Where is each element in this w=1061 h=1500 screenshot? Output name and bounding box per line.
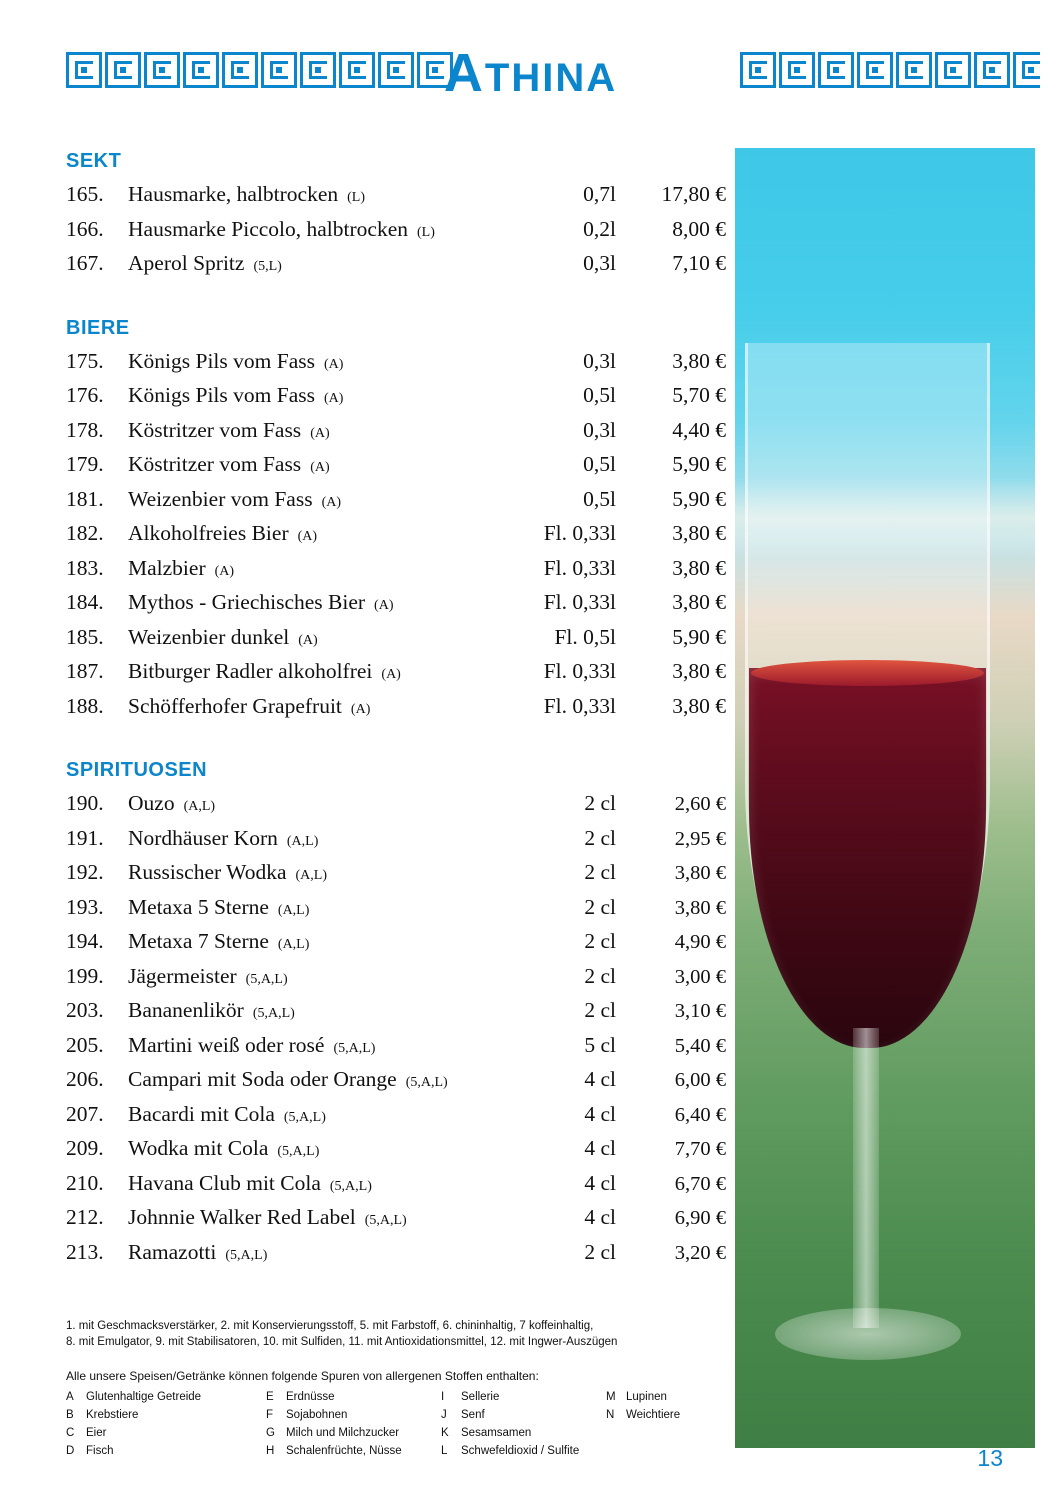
allergen-letter bbox=[606, 1425, 616, 1441]
menu-item-row bbox=[66, 380, 726, 415]
item-size: Fl. 0,33l bbox=[543, 521, 616, 545]
item-number: 210. bbox=[66, 1170, 104, 1195]
section-title: SEKT bbox=[66, 150, 122, 172]
item-price: 4,40 € bbox=[672, 417, 726, 442]
red-wine-liquid bbox=[749, 668, 986, 1048]
item-number: 193. bbox=[66, 894, 104, 919]
footnotes-block bbox=[66, 1318, 706, 1459]
item-name: Weizenbier vom Fass bbox=[128, 486, 313, 511]
meander-key-icon bbox=[896, 52, 932, 88]
allergen-label: Senf bbox=[461, 1409, 485, 1421]
item-name: Köstritzer vom Fass bbox=[128, 452, 302, 476]
item-name: Bacardi mit Cola bbox=[128, 1101, 275, 1126]
item-name-cell bbox=[128, 346, 496, 381]
item-name-cell bbox=[128, 926, 511, 961]
allergen-legend-entry bbox=[266, 1443, 441, 1459]
item-size: 4 cl bbox=[584, 1205, 616, 1229]
allergen-label: Lupinen bbox=[626, 1391, 667, 1403]
menu-item-row bbox=[66, 449, 726, 484]
allergen-legend-entry bbox=[66, 1425, 266, 1441]
menu-item-row bbox=[66, 823, 726, 858]
item-price: 5,90 € bbox=[672, 624, 726, 649]
item-number: 167. bbox=[66, 251, 104, 275]
item-allergen-codes: (A,L) bbox=[183, 799, 216, 814]
additives-line-1: 1. mit Geschmacksverstärker, 2. mit Konservierungsstoff, 5. mit Farbstoff, 6. chininhaltig, 7 koffeinhaltig, bbox=[66, 1320, 594, 1332]
item-price: 3,10 € bbox=[674, 1000, 726, 1022]
item-allergen-codes: (5,A,L) bbox=[225, 1247, 268, 1263]
allergen-legend-entry bbox=[441, 1425, 606, 1441]
allergen-letter: I bbox=[441, 1391, 445, 1403]
allergen-letter: K bbox=[441, 1427, 449, 1439]
menu-item-list bbox=[66, 346, 726, 726]
allergen-label: Weichtiere bbox=[626, 1409, 681, 1421]
item-allergen-codes: (A) bbox=[310, 460, 330, 475]
item-size: 2 cl bbox=[584, 998, 616, 1022]
item-number: 203. bbox=[66, 998, 104, 1022]
item-size: 0,3l bbox=[583, 251, 616, 275]
allergen-letter bbox=[606, 1443, 616, 1459]
allergen-label: Fisch bbox=[86, 1445, 114, 1457]
item-name: Schöfferhofer Grapefruit bbox=[128, 693, 342, 718]
allergen-letter: A bbox=[66, 1391, 74, 1403]
item-number: 184. bbox=[66, 590, 104, 614]
item-price: 7,70 € bbox=[674, 1138, 726, 1160]
allergen-intro-text: Alle unsere Speisen/Getränke können folgende Spuren von allergenen Stoffen enthalten: bbox=[66, 1369, 539, 1383]
item-name-cell bbox=[128, 857, 511, 892]
menu-item-row bbox=[66, 622, 726, 657]
item-number: 194. bbox=[66, 929, 104, 953]
page-number: 13 bbox=[977, 1445, 1003, 1471]
meander-key-icon bbox=[779, 52, 815, 88]
item-allergen-codes: (A,L) bbox=[277, 902, 310, 918]
item-allergen-codes: (L) bbox=[347, 190, 366, 205]
item-number: 188. bbox=[66, 693, 104, 718]
allergen-legend-entry bbox=[66, 1389, 266, 1405]
item-name: Malzbier bbox=[128, 555, 206, 580]
item-price: 3,80 € bbox=[672, 555, 726, 580]
item-number: 165. bbox=[66, 182, 104, 206]
item-size: 2 cl bbox=[584, 791, 616, 815]
item-price: 5,40 € bbox=[674, 1034, 726, 1057]
item-name: Hausmarke Piccolo, halbtrocken bbox=[128, 216, 409, 241]
item-name: Metaxa 7 Sterne bbox=[128, 929, 269, 953]
item-size: Fl. 0,33l bbox=[543, 659, 616, 683]
menu-item-row bbox=[66, 1202, 726, 1237]
item-name-cell bbox=[128, 691, 496, 726]
item-price: 2,60 € bbox=[674, 793, 726, 815]
allergen-label: Sojabohnen bbox=[286, 1409, 348, 1421]
allergen-label: Glutenhaltige Getreide bbox=[86, 1391, 202, 1403]
item-size: 2 cl bbox=[584, 894, 616, 919]
item-allergen-codes: (L) bbox=[417, 224, 435, 240]
allergen-label: Krebstiere bbox=[86, 1409, 139, 1421]
item-number: 187. bbox=[66, 659, 104, 683]
item-size: 0,3l bbox=[583, 417, 616, 442]
item-allergen-codes: (A,L) bbox=[286, 833, 319, 849]
section-title: SPIRITUOSEN bbox=[66, 759, 208, 781]
item-name-cell bbox=[128, 1202, 511, 1237]
item-price: 6,70 € bbox=[674, 1172, 726, 1195]
item-number: 175. bbox=[66, 348, 104, 373]
menu-item-list bbox=[66, 179, 726, 283]
allergen-legend-entry bbox=[606, 1425, 736, 1441]
menu-item-row bbox=[66, 1133, 726, 1168]
item-allergen-codes: (A) bbox=[321, 494, 341, 510]
item-allergen-codes: (A,L) bbox=[277, 937, 310, 952]
item-price: 5,90 € bbox=[672, 452, 726, 476]
item-name-cell bbox=[128, 518, 496, 553]
allergen-letter: E bbox=[266, 1391, 274, 1403]
item-name-cell bbox=[128, 587, 496, 622]
item-name: Ramazotti bbox=[128, 1239, 217, 1264]
item-name-cell bbox=[128, 995, 511, 1030]
item-name: Havana Club mit Cola bbox=[128, 1170, 321, 1195]
glass-stem bbox=[853, 1028, 879, 1328]
item-size: 0,2l bbox=[583, 216, 616, 241]
allergen-legend-entry bbox=[266, 1425, 441, 1441]
item-name-cell bbox=[128, 380, 496, 415]
wine-surface-highlight bbox=[751, 660, 984, 686]
glass-foot bbox=[775, 1308, 961, 1360]
item-name: Alkoholfreies Bier bbox=[128, 521, 289, 545]
item-number: 178. bbox=[66, 417, 104, 442]
allergen-letter: B bbox=[66, 1409, 74, 1421]
meander-key-icon bbox=[857, 52, 893, 88]
item-size: 0,5l bbox=[583, 452, 616, 476]
allergen-letter: N bbox=[606, 1409, 615, 1421]
item-allergen-codes: (5,A,L) bbox=[329, 1178, 372, 1194]
menu-content bbox=[66, 150, 726, 1271]
item-size: Fl. 0,33l bbox=[543, 555, 616, 580]
allergen-letter: L bbox=[441, 1445, 448, 1457]
item-name-cell bbox=[128, 656, 496, 691]
item-allergen-codes: (5,A,L) bbox=[333, 1040, 376, 1056]
item-size: 2 cl bbox=[584, 963, 616, 988]
menu-item-row bbox=[66, 214, 726, 249]
additives-line-2: 8. mit Emulgator, 9. mit Stabilisatoren, 10. mit Sulfiden, 11. mit Antioxidationsmittel, 12. mit Ingwer-Auszügen bbox=[66, 1336, 618, 1348]
item-name: Bananenlikör bbox=[128, 998, 244, 1022]
item-price: 8,00 € bbox=[672, 216, 726, 241]
item-size: 4 cl bbox=[584, 1170, 616, 1195]
wine-glass-photo bbox=[735, 148, 1035, 1448]
item-allergen-codes: (A) bbox=[297, 529, 318, 544]
allergen-letter: C bbox=[66, 1427, 75, 1439]
item-size: 5 cl bbox=[584, 1032, 616, 1057]
item-name: Wodka mit Cola bbox=[128, 1136, 269, 1160]
item-size: Fl. 0,5l bbox=[554, 624, 616, 649]
item-allergen-codes: (A) bbox=[298, 632, 318, 648]
menu-item-row bbox=[66, 415, 726, 450]
item-name: Martini weiß oder rosé bbox=[128, 1032, 325, 1057]
menu-item-row bbox=[66, 248, 726, 283]
item-price: 3,80 € bbox=[672, 659, 726, 683]
item-price: 3,80 € bbox=[672, 348, 726, 373]
item-name-cell bbox=[128, 484, 496, 519]
item-number: 176. bbox=[66, 383, 104, 407]
menu-item-row bbox=[66, 484, 726, 519]
item-allergen-codes: (5,A,L) bbox=[405, 1075, 448, 1090]
item-allergen-codes: (5,A,L) bbox=[252, 1006, 295, 1021]
item-name-cell bbox=[128, 788, 511, 823]
item-name: Köstritzer vom Fass bbox=[128, 417, 302, 442]
item-name-cell bbox=[128, 961, 511, 996]
item-allergen-codes: (5,L) bbox=[253, 259, 282, 274]
item-number: 179. bbox=[66, 452, 104, 476]
menu-item-row bbox=[66, 788, 726, 823]
allergen-legend-entry bbox=[441, 1443, 606, 1459]
item-price: 3,00 € bbox=[674, 965, 726, 988]
allergen-legend-entry bbox=[606, 1389, 736, 1405]
item-price: 7,10 € bbox=[672, 251, 726, 275]
item-name: Aperol Spritz bbox=[128, 251, 245, 275]
menu-item-row bbox=[66, 1064, 726, 1099]
item-name-cell bbox=[128, 553, 496, 588]
item-price: 3,80 € bbox=[672, 590, 726, 614]
item-name-cell bbox=[128, 892, 511, 927]
item-name: Ouzo bbox=[128, 791, 175, 815]
item-allergen-codes: (A,L) bbox=[295, 868, 328, 883]
menu-item-row bbox=[66, 346, 726, 381]
item-price: 2,95 € bbox=[674, 827, 726, 850]
menu-item-row bbox=[66, 1099, 726, 1134]
item-price: 3,80 € bbox=[672, 693, 726, 718]
item-name: Mythos - Griechisches Bier bbox=[128, 590, 366, 614]
menu-item-list bbox=[66, 788, 726, 1271]
allergen-legend-entry bbox=[441, 1407, 606, 1423]
item-size: 4 cl bbox=[584, 1067, 616, 1091]
allergen-legend-grid bbox=[66, 1389, 706, 1459]
allergen-legend-entry bbox=[606, 1407, 736, 1423]
item-price: 5,90 € bbox=[672, 486, 726, 511]
item-number: 166. bbox=[66, 216, 104, 241]
item-name-cell bbox=[128, 622, 496, 657]
section-title: BIERE bbox=[66, 316, 130, 339]
allergen-legend-entry bbox=[266, 1389, 441, 1405]
item-allergen-codes: (5,A,L) bbox=[245, 971, 288, 987]
allergen-letter: H bbox=[266, 1445, 275, 1457]
menu-item-row bbox=[66, 691, 726, 726]
item-name-cell bbox=[128, 1099, 511, 1134]
menu-item-row bbox=[66, 892, 726, 927]
item-name: Campari mit Soda oder Orange bbox=[128, 1067, 397, 1091]
item-allergen-codes: (A) bbox=[350, 701, 371, 717]
item-name: Johnnie Walker Red Label bbox=[128, 1205, 356, 1229]
item-size: Fl. 0,33l bbox=[543, 693, 616, 718]
item-price: 3,20 € bbox=[674, 1241, 726, 1264]
item-size: 2 cl bbox=[584, 860, 616, 884]
meander-key-icon bbox=[1013, 52, 1040, 88]
item-price: 6,00 € bbox=[674, 1069, 726, 1091]
item-allergen-codes: (A) bbox=[381, 667, 401, 682]
allergen-label: Schwefeldioxid / Sulfite bbox=[461, 1445, 580, 1457]
item-allergen-codes: (A) bbox=[323, 356, 344, 372]
menu-section bbox=[66, 759, 726, 1271]
item-number: 199. bbox=[66, 963, 104, 988]
allergen-legend-entry bbox=[266, 1407, 441, 1423]
allergen-letter: D bbox=[66, 1445, 75, 1457]
item-size: 2 cl bbox=[584, 1239, 616, 1264]
item-name-cell bbox=[128, 1064, 511, 1099]
item-size: 0,5l bbox=[583, 383, 616, 407]
item-number: 213. bbox=[66, 1239, 104, 1264]
item-allergen-codes: (5,A,L) bbox=[283, 1109, 326, 1125]
item-name-cell bbox=[128, 823, 511, 858]
item-allergen-codes: (A) bbox=[214, 563, 235, 579]
item-number: 182. bbox=[66, 521, 104, 545]
item-number: 185. bbox=[66, 624, 104, 649]
item-name: Hausmarke, halbtrocken bbox=[128, 182, 339, 206]
menu-item-row bbox=[66, 961, 726, 996]
allergen-legend-entry bbox=[66, 1443, 266, 1459]
item-size: 4 cl bbox=[584, 1136, 616, 1160]
allergen-label: Sellerie bbox=[461, 1391, 500, 1403]
item-number: 212. bbox=[66, 1205, 104, 1229]
item-name: Weizenbier dunkel bbox=[128, 624, 290, 649]
item-name-cell bbox=[128, 415, 496, 450]
item-number: 207. bbox=[66, 1101, 104, 1126]
item-allergen-codes: (A) bbox=[374, 598, 394, 613]
menu-item-row bbox=[66, 587, 726, 622]
item-number: 192. bbox=[66, 860, 104, 884]
allergen-label: Erdnüsse bbox=[286, 1391, 335, 1403]
menu-item-row bbox=[66, 518, 726, 553]
allergen-label: Eier bbox=[86, 1427, 107, 1439]
item-price: 3,80 € bbox=[674, 896, 726, 919]
item-name-cell bbox=[128, 1030, 511, 1065]
item-name: Königs Pils vom Fass bbox=[128, 348, 315, 373]
item-name-cell bbox=[128, 214, 496, 249]
item-name: Jägermeister bbox=[128, 963, 237, 988]
item-size: 0,5l bbox=[583, 486, 616, 511]
item-size: 0,3l bbox=[583, 348, 616, 373]
menu-item-row bbox=[66, 1030, 726, 1065]
item-number: 206. bbox=[66, 1067, 104, 1091]
menu-item-row bbox=[66, 179, 726, 214]
meander-key-icon bbox=[740, 52, 776, 88]
menu-item-row bbox=[66, 926, 726, 961]
item-number: 183. bbox=[66, 555, 104, 580]
menu-item-row bbox=[66, 1237, 726, 1272]
allergen-letter: F bbox=[266, 1409, 274, 1421]
item-price: 5,70 € bbox=[672, 383, 726, 407]
allergen-legend-entry bbox=[66, 1407, 266, 1423]
brand-rest: THINA bbox=[484, 56, 618, 100]
allergen-letter: M bbox=[606, 1391, 616, 1403]
menu-item-row bbox=[66, 995, 726, 1030]
item-name-cell bbox=[128, 1133, 511, 1168]
allergen-label: Schalenfrüchte, Nüsse bbox=[286, 1445, 402, 1457]
menu-item-row bbox=[66, 1168, 726, 1203]
allergen-label: Sesamsamen bbox=[461, 1427, 532, 1439]
item-price: 3,80 € bbox=[674, 862, 726, 884]
item-number: 190. bbox=[66, 791, 104, 815]
allergen-legend-entry bbox=[441, 1389, 606, 1405]
allergen-label: Milch und Milchzucker bbox=[286, 1427, 400, 1439]
menu-item-row bbox=[66, 553, 726, 588]
item-size: 2 cl bbox=[584, 825, 616, 850]
item-price: 6,40 € bbox=[674, 1103, 726, 1126]
item-name: Königs Pils vom Fass bbox=[128, 383, 315, 407]
item-number: 181. bbox=[66, 486, 104, 511]
menu-section bbox=[66, 150, 726, 283]
item-allergen-codes: (5,A,L) bbox=[277, 1144, 320, 1159]
item-name: Nordhäuser Korn bbox=[128, 825, 278, 850]
item-allergen-codes: (A) bbox=[323, 391, 344, 406]
item-name: Russischer Wodka bbox=[128, 860, 287, 884]
menu-item-row bbox=[66, 857, 726, 892]
item-allergen-codes: (5,A,L) bbox=[364, 1213, 407, 1228]
item-size: 2 cl bbox=[584, 929, 616, 953]
item-name-cell bbox=[128, 449, 496, 484]
allergen-letter: J bbox=[441, 1409, 447, 1421]
item-name: Bitburger Radler alkoholfrei bbox=[128, 659, 373, 683]
item-price: 4,90 € bbox=[674, 931, 726, 953]
item-name-cell bbox=[128, 1168, 511, 1203]
menu-section bbox=[66, 317, 726, 726]
meander-key-icon bbox=[818, 52, 854, 88]
item-size: Fl. 0,33l bbox=[543, 590, 616, 614]
greek-meander-right-decoration bbox=[740, 52, 1040, 92]
item-number: 191. bbox=[66, 825, 104, 850]
meander-key-icon bbox=[935, 52, 971, 88]
item-allergen-codes: (A) bbox=[310, 425, 330, 441]
allergen-letter: G bbox=[266, 1427, 275, 1439]
item-name-cell bbox=[128, 248, 496, 283]
item-price: 6,90 € bbox=[674, 1207, 726, 1229]
item-number: 209. bbox=[66, 1136, 104, 1160]
item-name-cell bbox=[128, 1237, 511, 1272]
brand-first-letter: A bbox=[443, 43, 485, 103]
page-header bbox=[0, 42, 1061, 104]
item-name-cell bbox=[128, 179, 496, 214]
item-price: 17,80 € bbox=[661, 182, 726, 206]
item-name: Metaxa 5 Sterne bbox=[128, 894, 269, 919]
meander-key-icon bbox=[974, 52, 1010, 88]
item-number: 205. bbox=[66, 1032, 104, 1057]
item-price: 3,80 € bbox=[672, 521, 726, 545]
item-size: 4 cl bbox=[584, 1101, 616, 1126]
item-size: 0,7l bbox=[583, 182, 616, 206]
allergen-legend-entry bbox=[606, 1443, 736, 1459]
menu-item-row bbox=[66, 656, 726, 691]
